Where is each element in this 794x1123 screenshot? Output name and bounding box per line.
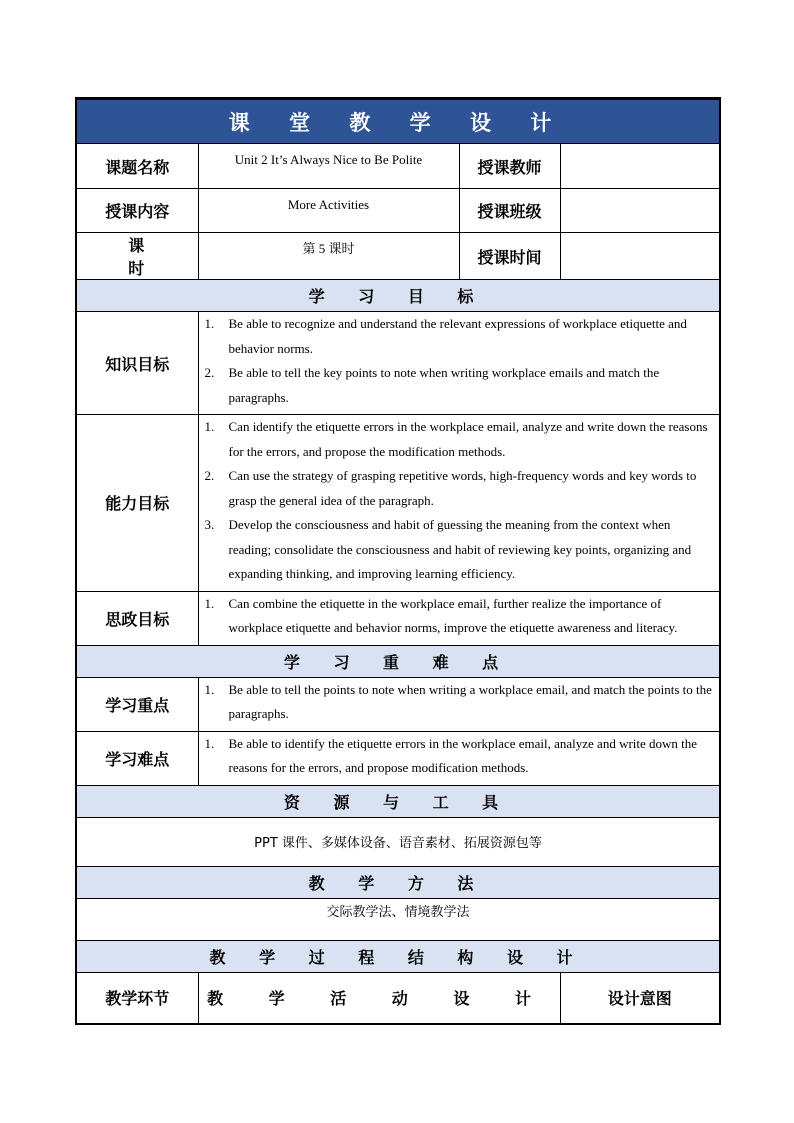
methods-text: 交际教学法、情境教学法 bbox=[76, 898, 720, 940]
ideology-objective-list bbox=[198, 591, 720, 645]
teacher-value bbox=[560, 144, 720, 189]
design-intent-header: 设计意图 bbox=[560, 972, 720, 1024]
list-item: 1. Can combine the etiquette in the workplace email, further realize the importance of workplace etiquette and behavior norms, improve the etiquette awareness and literacy. bbox=[204, 595, 678, 635]
class-label: 授课班级 bbox=[459, 189, 560, 233]
time-value bbox=[560, 233, 720, 280]
period-value: 第 5 课时 bbox=[198, 233, 459, 280]
list-item: 2. Be able to tell the key points to note when writing workplace emails and match the paragraphs. bbox=[204, 365, 660, 405]
teacher-label: 授课教师 bbox=[459, 144, 560, 189]
knowledge-objective-label: 知识目标 bbox=[76, 312, 198, 415]
difficulty-label: 学习难点 bbox=[76, 731, 198, 785]
lesson-plan-table bbox=[75, 97, 721, 1025]
lesson-plan-document bbox=[75, 97, 719, 1025]
difficulty-list bbox=[198, 731, 720, 785]
topic-value: Unit 2 It’s Always Nice to Be Polite bbox=[198, 144, 459, 189]
list-item: 1. Be able to identify the etiquette errors in the workplace email, analyze and write down the reasons for the errors, and propose modification methods. bbox=[204, 735, 698, 775]
ideology-objective-label: 思政目标 bbox=[76, 591, 198, 645]
process-heading: 教 学 过 程 结 构 设 计 bbox=[76, 940, 720, 972]
list-item: 2. Can use the strategy of grasping repetitive words, high-frequency words and key words to grasp the general idea of the paragraph. bbox=[204, 468, 697, 508]
teaching-activity-header: 教 学 活 动 设 计 bbox=[198, 972, 560, 1024]
resources-heading: 资 源 与 工 具 bbox=[76, 785, 720, 817]
focus-label: 学习重点 bbox=[76, 677, 198, 731]
list-item: 1. Be able to tell the points to note when writing a workplace email, and match the points to the paragraphs. bbox=[204, 681, 712, 721]
knowledge-objective-list bbox=[198, 312, 720, 415]
ability-objective-list bbox=[198, 415, 720, 592]
list-item: 1. Can identify the etiquette errors in the workplace email, analyze and write down the reasons for the errors, and propose the modification methods. bbox=[204, 419, 708, 459]
class-value bbox=[560, 189, 720, 233]
content-label: 授课内容 bbox=[76, 189, 198, 233]
topic-label: 课题名称 bbox=[76, 144, 198, 189]
list-item: 3. Develop the consciousness and habit of guessing the meaning from the context when reading; consolidate the consciousness and habit of reviewing key points, organizing and expanding thinking, and improving learning efficiency. bbox=[204, 517, 692, 581]
keypoints-heading: 学 习 重 难 点 bbox=[76, 645, 720, 677]
teaching-stage-header: 教学环节 bbox=[76, 972, 198, 1024]
time-label: 授课时间 bbox=[459, 233, 560, 280]
list-item: 1. Be able to recognize and understand the relevant expressions of workplace etiquette and behavior norms. bbox=[204, 316, 687, 356]
objectives-heading: 学 习 目 标 bbox=[76, 280, 720, 312]
document-title: 课 堂 教 学 设 计 bbox=[76, 99, 720, 144]
resources-text: PPT 课件、多媒体设备、语音素材、拓展资源包等 bbox=[76, 817, 720, 866]
ability-objective-label: 能力目标 bbox=[76, 415, 198, 592]
methods-heading: 教 学 方 法 bbox=[76, 866, 720, 898]
content-value: More Activities bbox=[198, 189, 459, 233]
period-label: 课 时 bbox=[76, 233, 198, 280]
focus-list bbox=[198, 677, 720, 731]
